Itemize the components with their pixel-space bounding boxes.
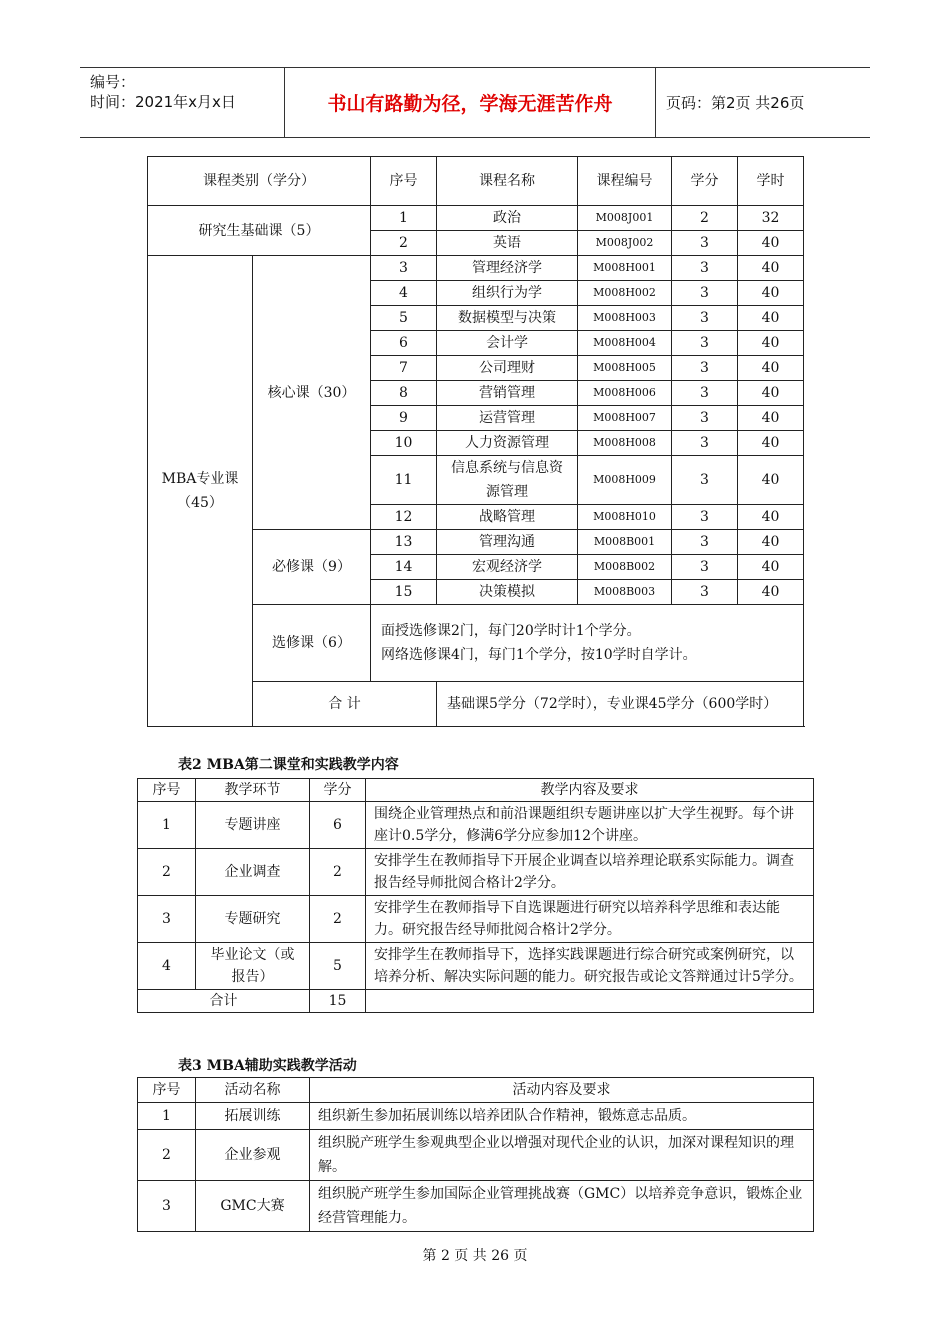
cell-hours: 32 [738, 206, 804, 231]
cell-hours: 40 [738, 456, 804, 505]
cell-no: 14 [371, 555, 437, 580]
cell-credit: 2 [672, 206, 738, 231]
cell-no: 7 [371, 356, 437, 381]
cell-no: 1 [138, 802, 196, 849]
cell-hours: 40 [738, 306, 804, 331]
cell-name: GMC大赛 [196, 1181, 310, 1232]
t2-header-content: 教学内容及要求 [366, 779, 814, 802]
cell-hours: 40 [738, 530, 804, 555]
cell-content: 安排学生在教师指导下，选择实践课题进行综合研究或案例研究，以培养分析、解决实际问题的能力。研究报告或论文答辩通过计5学分。 [366, 943, 814, 990]
table-row [148, 206, 804, 231]
cell-name: 管理经济学 [437, 256, 578, 281]
cell-hours: 40 [738, 381, 804, 406]
cell-hours: 40 [738, 331, 804, 356]
cell-hours: 40 [738, 580, 804, 605]
cell-name: 公司理财 [437, 356, 578, 381]
cell-hours: 40 [738, 431, 804, 456]
t2-header-no: 序号 [138, 779, 196, 802]
header-left [80, 68, 284, 137]
cell-no: 4 [138, 943, 196, 990]
cell-code: M008B001 [578, 530, 672, 555]
t3-header-content: 活动内容及要求 [310, 1078, 814, 1103]
cell-code: M008H004 [578, 331, 672, 356]
cell-hours: 40 [738, 231, 804, 256]
doc-number-label: 编号： [90, 73, 136, 91]
t2-total-credit: 15 [310, 990, 366, 1013]
cell-no: 1 [138, 1103, 196, 1130]
cell-no: 13 [371, 530, 437, 555]
table-row [138, 990, 814, 1013]
cell-step: 企业调查 [196, 849, 310, 896]
cell-name: 英语 [437, 231, 578, 256]
cell-no: 9 [371, 406, 437, 431]
header-no: 序号 [371, 157, 437, 206]
cell-name: 数据模型与决策 [437, 306, 578, 331]
header-hours: 学时 [738, 157, 804, 206]
cell-no: 2 [138, 849, 196, 896]
category-basic: 研究生基础课（5） [148, 206, 371, 256]
cell-name: 企业参观 [196, 1130, 310, 1181]
cell-code: M008H008 [578, 431, 672, 456]
cell-code: M008H002 [578, 281, 672, 306]
activity-table [137, 1077, 814, 1232]
t2-total-empty [366, 990, 814, 1013]
cell-no: 11 [371, 456, 437, 505]
cell-hours: 40 [738, 281, 804, 306]
cell-credit: 3 [672, 456, 738, 505]
cell-code: M008H009 [578, 456, 672, 505]
cell-name: 营销管理 [437, 381, 578, 406]
cell-credit: 3 [672, 356, 738, 381]
cell-no: 1 [371, 206, 437, 231]
cell-content: 安排学生在教师指导下自选课题进行研究以培养科学思维和表达能力。研究报告经导师批阅合格计2学分。 [366, 896, 814, 943]
cell-credit: 2 [310, 849, 366, 896]
cell-credit: 5 [310, 943, 366, 990]
cell-name: 会计学 [437, 331, 578, 356]
category-elective: 选修课（6） [253, 605, 371, 682]
table2-caption: 表2 MBA第二课堂和实践教学内容 [178, 757, 399, 773]
cell-name: 组织行为学 [437, 281, 578, 306]
cell-step: 专题研究 [196, 896, 310, 943]
table-row [138, 802, 814, 849]
cell-credit: 2 [310, 896, 366, 943]
cell-no: 4 [371, 281, 437, 306]
cell-credit: 6 [310, 802, 366, 849]
header-name: 课程名称 [437, 157, 578, 206]
cell-step: 毕业论文（或报告） [196, 943, 310, 990]
cell-credit: 3 [672, 555, 738, 580]
cell-content: 组织脱产班学生参观典型企业以增强对现代企业的认识，加深对课程知识的理解。 [310, 1130, 814, 1181]
t2-total-label: 合计 [138, 990, 310, 1013]
cell-hours: 40 [738, 505, 804, 530]
cell-no: 6 [371, 331, 437, 356]
cell-code: M008B002 [578, 555, 672, 580]
table-row [138, 896, 814, 943]
table-row [138, 1130, 814, 1181]
cell-credit: 3 [672, 530, 738, 555]
cell-content: 围绕企业管理热点和前沿课题组织专题讲座以扩大学生视野。每个讲座计0.5学分，修满6学分应参加12个讲座。 [366, 802, 814, 849]
doc-date-label: 时间：2021年x月x日 [90, 93, 236, 111]
category-required: 必修课（9） [253, 530, 371, 605]
cell-name: 管理沟通 [437, 530, 578, 555]
t3-header-name: 活动名称 [196, 1078, 310, 1103]
header-code: 课程编号 [578, 157, 672, 206]
cell-hours: 40 [738, 555, 804, 580]
t2-header-step: 教学环节 [196, 779, 310, 802]
cell-content: 组织脱产班学生参加国际企业管理挑战赛（GMC）以培养竞争意识，锻炼企业经营管理能力。 [310, 1181, 814, 1232]
table-row [138, 1181, 814, 1232]
cell-name: 人力资源管理 [437, 431, 578, 456]
table-row [138, 943, 814, 990]
cell-no: 12 [371, 505, 437, 530]
cell-no: 2 [138, 1130, 196, 1181]
cell-credit: 3 [672, 256, 738, 281]
cell-code: M008J002 [578, 231, 672, 256]
cell-name: 政治 [437, 206, 578, 231]
category-core: 核心课（30） [253, 256, 371, 530]
cell-credit: 3 [672, 331, 738, 356]
header-category: 课程类别（学分） [148, 157, 371, 206]
cell-no: 15 [371, 580, 437, 605]
cell-credit: 3 [672, 281, 738, 306]
table3-caption: 表3 MBA辅助实践教学活动 [178, 1058, 357, 1074]
cell-step: 专题讲座 [196, 802, 310, 849]
table-row [138, 1103, 814, 1130]
cell-hours: 40 [738, 406, 804, 431]
cell-code: M008H010 [578, 505, 672, 530]
cell-hours: 40 [738, 356, 804, 381]
elective-line-1: 面授选修课2门，每门20学时计1个学分。 [381, 623, 641, 639]
cell-code: M008H001 [578, 256, 672, 281]
cell-no: 3 [138, 1181, 196, 1232]
cell-content: 安排学生在教师指导下开展企业调查以培养理论联系实际能力。调查报告经导师批阅合格计2学分。 [366, 849, 814, 896]
elective-line-2: 网络选修课4门，每门1个学分，按10学时自学计。 [381, 647, 697, 663]
cell-credit: 3 [672, 306, 738, 331]
header-motto: 书山有路勤为径，学海无涯苦作舟 [284, 68, 656, 137]
t3-header-no: 序号 [138, 1078, 196, 1103]
cell-name: 信息系统与信息资源管理 [437, 456, 578, 505]
cell-code: M008H006 [578, 381, 672, 406]
cell-credit: 3 [672, 406, 738, 431]
cell-name: 运营管理 [437, 406, 578, 431]
cell-name: 战略管理 [437, 505, 578, 530]
page-header [80, 67, 870, 138]
cell-hours: 40 [738, 256, 804, 281]
header-credit: 学分 [672, 157, 738, 206]
cell-code: M008B003 [578, 580, 672, 605]
elective-description [371, 605, 804, 682]
total-label: 合 计 [253, 682, 437, 727]
header-page-label: 页码：第2页 共26页 [666, 94, 805, 112]
cell-name: 宏观经济学 [437, 555, 578, 580]
total-text: 基础课5学分（72学时），专业课45学分（600学时） [437, 682, 804, 727]
page-footer: 第 2 页 共 26 页 [422, 1248, 528, 1264]
table-row [148, 256, 804, 281]
cell-name: 拓展训练 [196, 1103, 310, 1130]
cell-no: 10 [371, 431, 437, 456]
category-mba: MBA专业课（45） [148, 256, 253, 727]
cell-code: M008H005 [578, 356, 672, 381]
cell-credit: 3 [672, 231, 738, 256]
cell-name: 决策模拟 [437, 580, 578, 605]
cell-no: 2 [371, 231, 437, 256]
cell-content: 组织新生参加拓展训练以培养团队合作精神，锻炼意志品质。 [310, 1103, 814, 1130]
course-table [147, 156, 804, 727]
cell-credit: 3 [672, 431, 738, 456]
cell-credit: 3 [672, 381, 738, 406]
cell-no: 8 [371, 381, 437, 406]
cell-no: 5 [371, 306, 437, 331]
cell-no: 3 [138, 896, 196, 943]
cell-credit: 3 [672, 505, 738, 530]
t2-header-credit: 学分 [310, 779, 366, 802]
cell-code: M008H007 [578, 406, 672, 431]
cell-code: M008H003 [578, 306, 672, 331]
practice-table [137, 778, 814, 1013]
table-row [138, 849, 814, 896]
cell-code: M008J001 [578, 206, 672, 231]
cell-credit: 3 [672, 580, 738, 605]
cell-no: 3 [371, 256, 437, 281]
